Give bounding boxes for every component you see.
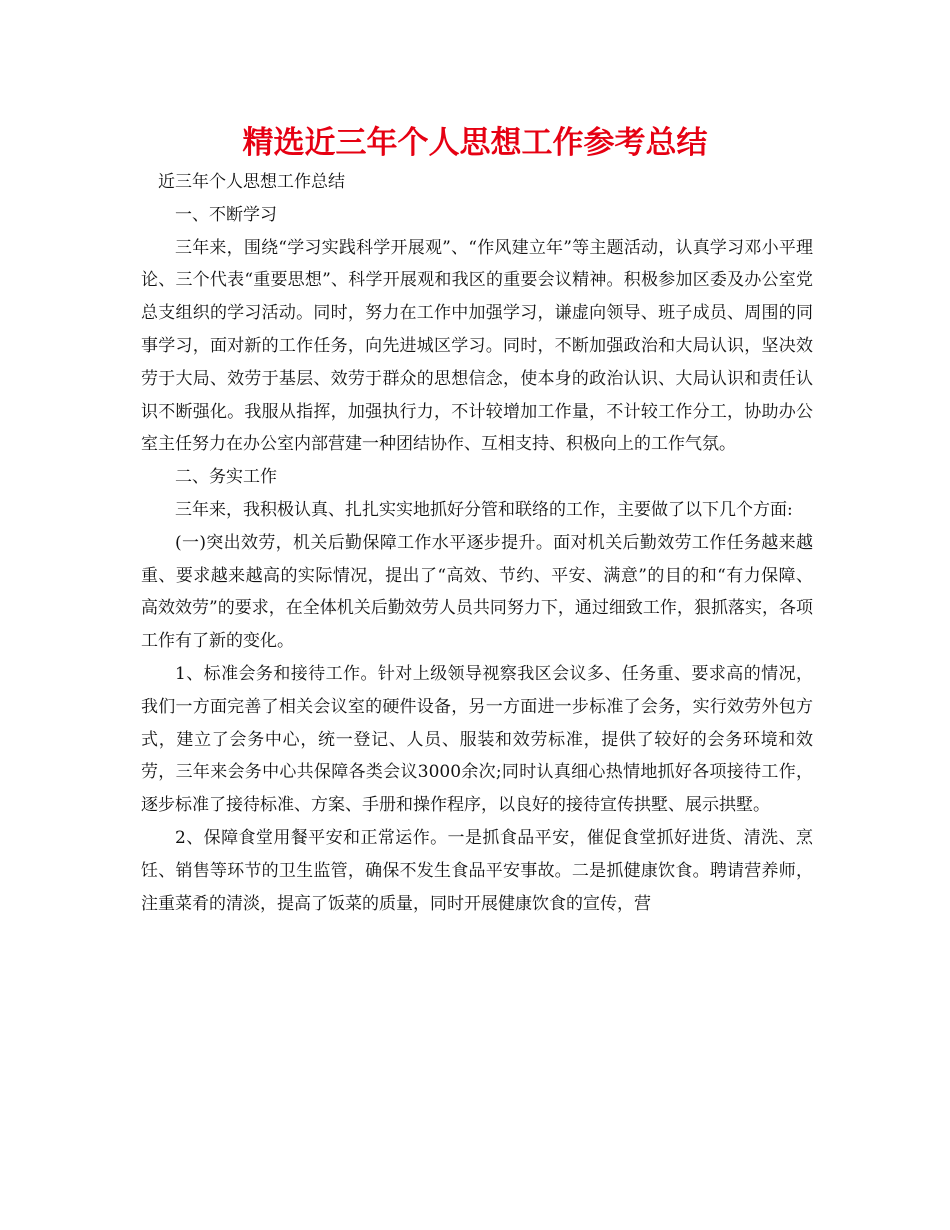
section-heading-study: 一、不断学习: [175, 204, 277, 225]
document-body: [141, 166, 813, 920]
paragraph-study: 三年来，围绕“学习实践科学开展观”、“作风建立年”等主题活动，认真学习邓小平理论、三个代表“重要思想”、科学开展观和我区的重要会议精神。积极参加区委及办公室党总支组织的学习活动。同时，努力在工作中加强学习，谦虚向领导、班子成员、周围的同事学习，面对新的工作任务，向先进城区学习。同时，不断加强政治和大局认识，坚决效劳于大局、效劳于基层、效劳于群众的思想信念，使本身的政治认识、大局认识和责任认识不断强化。我服从指挥，加强执行力，不计较增加工作量，不计较工作分工，协助办公室主任努力在办公室内部营建一种团结协作、互相支持、积极向上的工作气氛。: [141, 237, 813, 455]
document-subtitle: 近三年个人思想工作总结: [158, 172, 345, 192]
section-heading-work: 二、务实工作: [175, 467, 277, 488]
paragraph-work-intro: 三年来，我积极认真、扎扎实实地抓好分管和联络的工作，主要做了以下几个方面:: [175, 499, 793, 520]
document-title: 精选近三年个人思想工作参考总结: [242, 125, 708, 161]
paragraph-canteen: 2、保障食堂用餐平安和正常运作。一是抓食品平安，催促食堂抓好进货、清洗、烹饪、销售等环节的卫生监管，确保不发生食品平安事故。二是抓健康饮食。聘请营养师，注重菜肴的清淡，提高了饭菜的质量，同时开展健康饮食的宣传，营: [141, 827, 813, 914]
paragraph-service: (一)突出效劳，机关后勤保障工作水平逐步提升。面对机关后勤效劳工作任务越来越重、要求越来越高的实际情况，提出了“高效、节约、平安、满意”的目的和“有力保障、高效效劳”的要求，在全体机关后勤效劳人员共同努力下，通过细致工作，狠抓落实，各项工作有了新的变化。: [141, 532, 813, 652]
paragraph-meetings: 1、标准会务和接待工作。针对上级领导视察我区会议多、任务重、要求高的情况，我们一方面完善了相关会议室的硬件设备，另一方面进一步标准了会务，实行效劳外包方式，建立了会务中心，统一登记、人员、服装和效劳标准，提供了较好的会务环境和效劳，三年来会务中心共保障各类会议3000余次;同时认真细心热情地抓好各项接待工作，逐步标准了接待标准、方案、手册和操作程序，以良好的接待宣传拱墅、展示拱墅。: [141, 663, 813, 816]
